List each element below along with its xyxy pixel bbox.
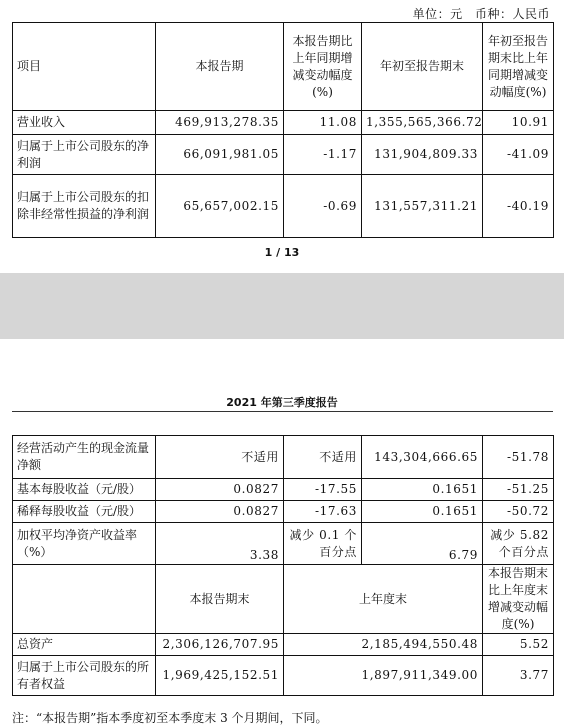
cell-value: -51.78 <box>483 436 554 479</box>
footnote: 注：“本报告期”指本季度初至本季度末 3 个月期间，下同。 <box>12 711 328 725</box>
header-current-period-change: 本报告期比上年同期增减变动幅度(%) <box>284 23 362 111</box>
row-label: 归属于上市公司股东的所有者权益 <box>13 656 156 696</box>
heading-rule <box>12 411 553 412</box>
subheader-change: 本报告期末比上年度末增减变动幅度(%) <box>483 565 554 634</box>
table-row <box>13 479 554 501</box>
cell-value: 不适用 <box>284 436 362 479</box>
cell-value: -0.69 <box>284 175 362 238</box>
cell-value: 1,355,565,366.72 <box>362 111 483 135</box>
cell-value: -50.72 <box>483 501 554 523</box>
cell-value: 3.77 <box>483 656 554 696</box>
subheader-period-end: 本报告期末 <box>156 565 284 634</box>
financial-indicators-table <box>12 435 554 696</box>
row-label: 基本每股收益（元/股） <box>13 479 156 501</box>
cell-value: 不适用 <box>156 436 284 479</box>
cell-value: 131,904,809.33 <box>362 135 483 175</box>
table-row <box>13 501 554 523</box>
cell-value: 3.38 <box>156 523 284 565</box>
document-page-bottom <box>0 339 564 726</box>
cell-value: 469,913,278.35 <box>156 111 284 135</box>
cell-value: 减少 0.1 个百分点 <box>284 523 362 565</box>
cell-value: 10.91 <box>483 111 554 135</box>
row-label: 加权平均净资产收益率（%） <box>13 523 156 565</box>
subheader-blank <box>13 565 156 634</box>
cell-value: 2,306,126,707.95 <box>156 634 284 656</box>
row-label: 营业收入 <box>13 111 156 135</box>
table-row <box>13 634 554 656</box>
cell-value: 1,969,425,152.51 <box>156 656 284 696</box>
cell-value: -17.55 <box>284 479 362 501</box>
cell-value: 11.08 <box>284 111 362 135</box>
page-gap <box>0 273 564 339</box>
cell-value: 1,897,911,349.00 <box>284 656 483 696</box>
cell-value: -40.19 <box>483 175 554 238</box>
row-label: 经营活动产生的现金流量净额 <box>13 436 156 479</box>
cell-value: 66,091,981.05 <box>156 135 284 175</box>
cell-value: -1.17 <box>284 135 362 175</box>
table-row <box>13 135 554 175</box>
cell-value: 131,557,311.21 <box>362 175 483 238</box>
table-row <box>13 656 554 696</box>
key-financials-table <box>12 22 554 238</box>
header-item: 项目 <box>13 23 156 111</box>
table-row <box>13 523 554 565</box>
table-subheader-row <box>13 565 554 634</box>
document-page-top <box>0 0 564 273</box>
header-ytd-change: 年初至报告期末比上年同期增减变动幅度(%) <box>483 23 554 111</box>
row-label: 归属于上市公司股东的净利润 <box>13 135 156 175</box>
row-label: 稀释每股收益（元/股） <box>13 501 156 523</box>
unit-currency-line <box>405 5 550 22</box>
cell-value: 143,304,666.65 <box>362 436 483 479</box>
unit-label: 单位：元 <box>412 7 463 21</box>
cell-value: -41.09 <box>483 135 554 175</box>
cell-value: 0.0827 <box>156 501 284 523</box>
header-current-period: 本报告期 <box>156 23 284 111</box>
report-heading: 2021 年第三季度报告 <box>226 396 338 409</box>
row-label: 总资产 <box>13 634 156 656</box>
cell-value: 减少 5.82 个百分点 <box>483 523 554 565</box>
table-row <box>13 436 554 479</box>
row-label: 归属于上市公司股东的扣除非经常性损益的净利润 <box>13 175 156 238</box>
cell-value: -17.63 <box>284 501 362 523</box>
currency-label: 币种：人民币 <box>474 7 550 21</box>
cell-value: 2,185,494,550.48 <box>284 634 483 656</box>
subheader-prior-year-end: 上年度末 <box>284 565 483 634</box>
cell-value: 0.1651 <box>362 479 483 501</box>
table-row <box>13 111 554 135</box>
cell-value: -51.25 <box>483 479 554 501</box>
table-row <box>13 175 554 238</box>
page-number: 1 / 13 <box>264 246 300 259</box>
cell-value: 0.0827 <box>156 479 284 501</box>
table-header-row <box>13 23 554 111</box>
cell-value: 5.52 <box>483 634 554 656</box>
cell-value: 6.79 <box>362 523 483 565</box>
header-ytd: 年初至报告期末 <box>362 23 483 111</box>
cell-value: 0.1651 <box>362 501 483 523</box>
cell-value: 65,657,002.15 <box>156 175 284 238</box>
